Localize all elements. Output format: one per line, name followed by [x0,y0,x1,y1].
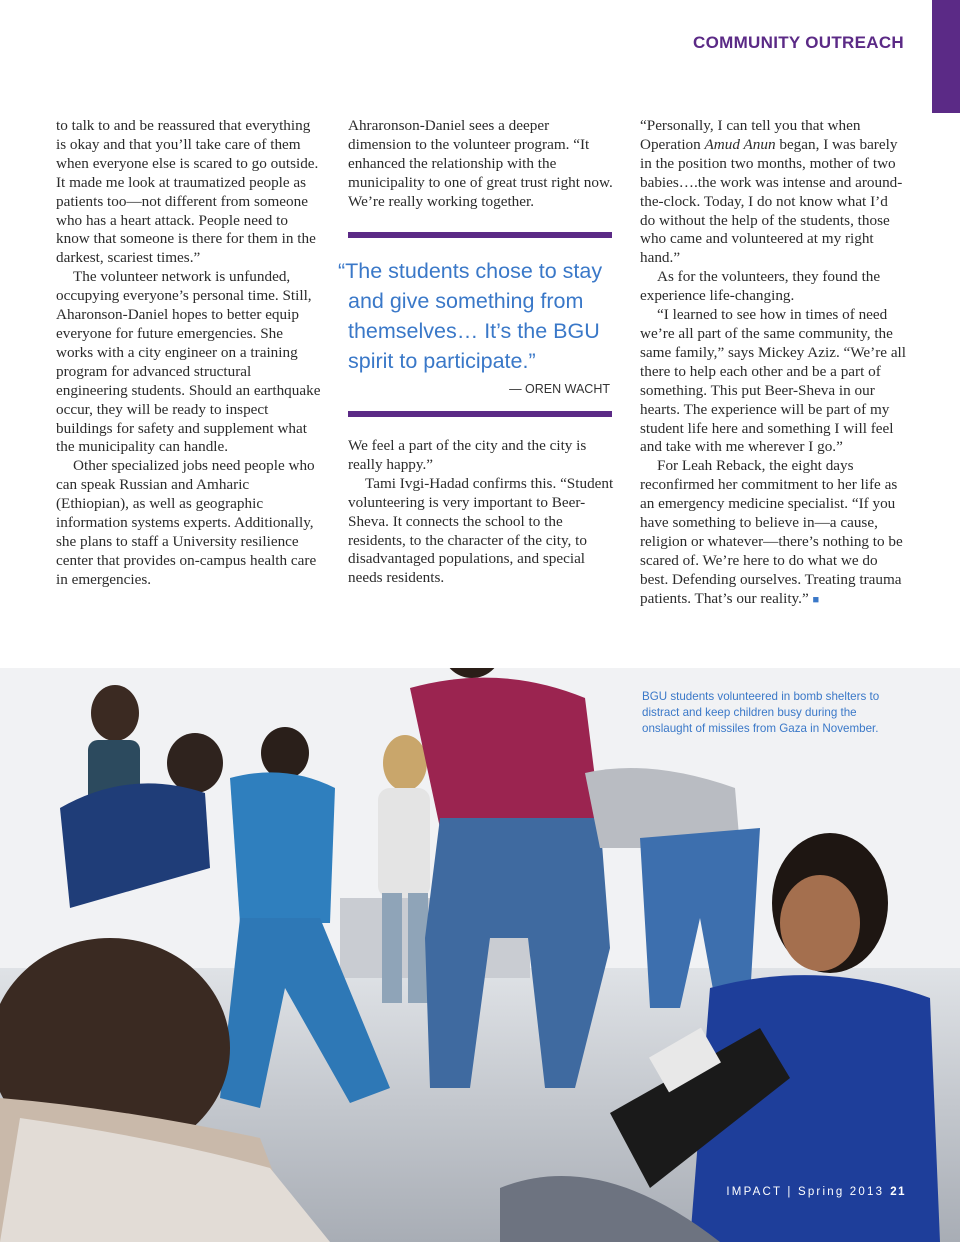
section-color-bar [932,0,960,113]
pull-quote-rule-bottom [348,411,612,417]
article-column-1 [56,117,322,590]
page-number: 21 [890,1186,906,1198]
pull-quote-line: and give something from [348,289,584,313]
paragraph: The volunteer network is unfunded, occupying everyone’s personal time. Still, Aharonson-Daniel hopes to better equip everyone for future emergencies. She works with a city engineer on a training program for advanced structural engineering students. Should an earthquake occur, they will be ready to inspect buildings for safety and supplement what the municipality can handle. [56,268,321,456]
pull-quote-line: “The students chose to stay [338,259,603,283]
photo-caption: BGU students volunteered in bomb shelters to distract and keep children busy during the onslaught of missiles from Gaza in November. [642,690,880,735]
page-footer [700,1186,906,1198]
article-column-2-bottom [348,437,614,588]
paragraph: As for the volunteers, they found the experience life-changing. [640,268,881,305]
paragraph: Tami Ivgi-Hadad confirms this. “Student volunteering is very important to Beer-Sheva. It connects the school to the residents, to the character of the city, to disadvantaged populations, and special needs residents. [348,474,614,587]
paragraph: “I learned to see how in times of need we’re all part of the same community, the same family,” says Mickey Aziz. “We’re all there to help each other and be a part of something. This put Beer-Sheva in our hearts. The experience will be part of my student life here and something I will feel and take with me wherever I go.” [640,306,906,456]
end-of-article-mark: ■ [812,593,820,606]
publication-name: IMPACT | Spring 2013 [726,1186,885,1198]
article-column-3 [640,117,906,610]
paragraph: “Personally, I can tell you that when Operation Amud Anun began, I was barely in the position two months, mother of two babies….the work was intense and around-the-clock. Today, I do not know what I’d do without the help of the students, those who came and volunteered at my right hand.” [640,117,903,267]
pull-quote [338,256,618,376]
operation-name: Amud Anun [704,135,776,153]
paragraph: Ahraronson-Daniel sees a deeper dimension to the volunteer program. “It enhanced the relationship with the municipality to one of great trust right now. We’re really working together. [348,117,613,210]
paragraph: We feel a part of the city and the city is really happy.” [348,437,587,473]
article-column-2-top [348,117,614,212]
pull-quote-line: themselves… It’s the BGU [348,319,600,343]
section-title: COMMUNITY OUTREACH [693,33,904,52]
paragraph: to talk to and be reassured that everything is okay and that you’ll take care of them when everyone else is scared to go outside. It made me look at traumatized people as patients too—not different from someone who has a heart attack. People need to know that someone is there for them in the darkest, scariest times.” [56,117,319,267]
pull-quote-attribution: — OREN WACHT [509,382,610,396]
pull-quote-rule-top [348,232,612,238]
paragraph: For Leah Reback, the eight days reconfirmed her commitment to her life as an emergency medicine specialist. “If you have something to believe in—a cause, religion or whatever—there’s nothing to be scared of. We’re here to do what we do best. Defending ourselves. Treating trauma patients. That’s our reality.” ■ [640,457,903,607]
photo-illustration [0,668,960,1242]
pull-quote-line: spirit to participate.” [348,349,536,373]
paragraph: Other specialized jobs need people who can speak Russian and Amharic (Ethiopian), as well as geographic information systems experts. Additionally, she plans to staff a University resilience center that provides on-campus health care in emergencies. [56,457,317,588]
article-photo [0,668,960,1242]
